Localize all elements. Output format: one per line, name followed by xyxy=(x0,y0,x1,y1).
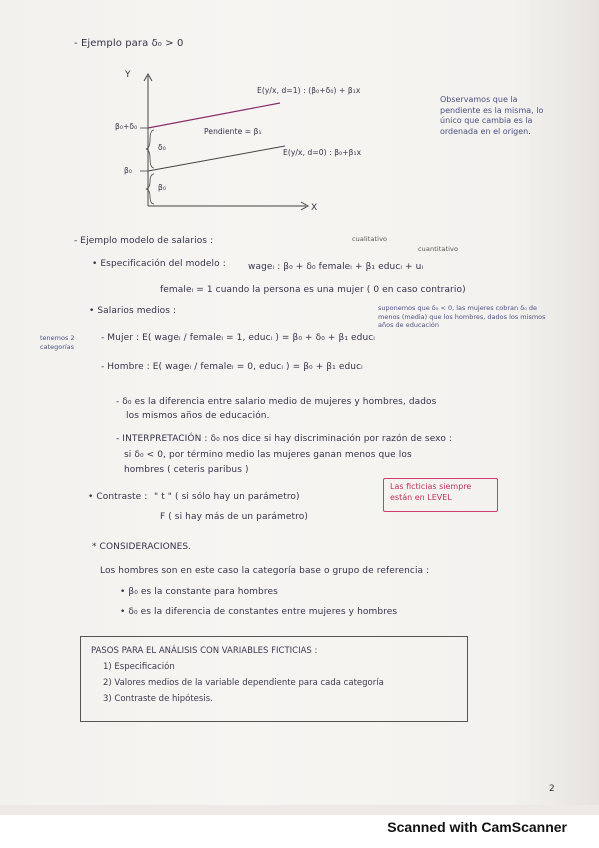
delta-brace-label: δ₀ xyxy=(158,143,166,152)
interpretation-1: - INTERPRETACIÓN : δ₀ nos dice si hay discriminación por razón de sexo : xyxy=(116,434,453,444)
steps-title: PASOS PARA EL ANÁLISIS CON VARIABLES FICTICIAS : xyxy=(91,646,318,656)
hombre-equation: - Hombre : E( wageᵢ / femaleᵢ = 0, educᵢ ) = β₀ + β₁ educᵢ xyxy=(101,362,363,372)
lower-line-label: E(y/x, d=0) : β₀+β₁x xyxy=(283,148,362,157)
y-axis-label: Y xyxy=(125,70,131,80)
consideration-1: Los hombres son en este caso la categoría base o grupo de referencia : xyxy=(100,566,430,576)
beta-brace-label: β₀ xyxy=(158,183,166,192)
consideration-3: • δ₀ es la diferencia de constantes entre mujeres y hombres xyxy=(120,607,398,617)
scanner-footer xyxy=(0,815,599,848)
annotation-quantitative: cuantitativo xyxy=(418,245,459,253)
side-note: Observamos que la pendiente es la misma, lo único que cambia es la ordenada en el origen. xyxy=(440,95,544,136)
female-definition: femaleᵢ = 1 cuando la persona es una mujer ( 0 en caso contrario) xyxy=(160,285,466,295)
step-2: 2) Valores medios de la variable dependiente para cada categoría xyxy=(103,678,384,688)
slope-label: Pendiente = β₁ xyxy=(204,127,262,136)
scanner-watermark: Scanned with CamScanner xyxy=(387,819,567,835)
upper-line-label: E(y/x, d=1) : (β₀+δ₀) + β₁x xyxy=(257,86,361,95)
contraste-label: • Contraste : xyxy=(88,492,148,502)
consideration-2: • β₀ es la constante para hombres xyxy=(120,587,278,597)
step-3: 3) Contraste de hipótesis. xyxy=(103,694,213,704)
considerations-heading: * CONSIDERACIONES. xyxy=(92,542,192,552)
x-axis-label: X xyxy=(311,203,318,213)
interpretation-2: si δ₀ < 0, por término medio las mujeres ganan menos que los xyxy=(124,450,412,460)
means-label: • Salarios medios : xyxy=(89,306,177,316)
contraste-t: " t " ( si sólo hay un parámetro) xyxy=(154,492,300,502)
mujer-equation: - Mujer : E( wageᵢ / femaleᵢ = 1, educᵢ ) = β₀ + δ₀ + β₁ educᵢ xyxy=(101,333,376,343)
model-heading: - Ejemplo modelo de salarios : xyxy=(74,236,214,246)
spec-equation: wageᵢ : β₀ + δ₀ femaleᵢ + β₁ educᵢ + uᵢ xyxy=(248,262,424,272)
left-note: tenemos 2 categorías xyxy=(40,334,75,351)
example-heading: - Ejemplo para δ₀ > 0 xyxy=(74,38,184,49)
tick-upper-label: β₀+δ₀ xyxy=(115,122,138,131)
spec-label: • Especificación del modelo : xyxy=(92,259,226,269)
steps-box xyxy=(80,636,468,722)
means-note: suponemos que δ₀ < 0, las mujeres cobran δ₀ de menos (media) que los hombres, dados los mismos años de educación xyxy=(378,304,546,329)
pink-note-box: Las ficticias siempre están en LEVEL xyxy=(383,478,498,512)
annotation-qualitative: cualitativo xyxy=(352,235,388,243)
delta-explanation-2: los mismos años de educación. xyxy=(126,411,270,421)
tick-lower-label: β₀ xyxy=(124,166,132,175)
upper-regression-line xyxy=(148,103,280,128)
page-number: 2 xyxy=(549,784,555,794)
contraste-f: F ( si hay más de un parámetro) xyxy=(160,512,308,522)
lower-regression-line xyxy=(148,146,285,171)
step-1: 1) Especificación xyxy=(103,662,175,672)
interpretation-3: hombres ( ceteris paribus ) xyxy=(124,465,249,475)
delta-explanation-1: - δ₀ es la diferencia entre salario medio de mujeres y hombres, dados xyxy=(116,397,437,407)
